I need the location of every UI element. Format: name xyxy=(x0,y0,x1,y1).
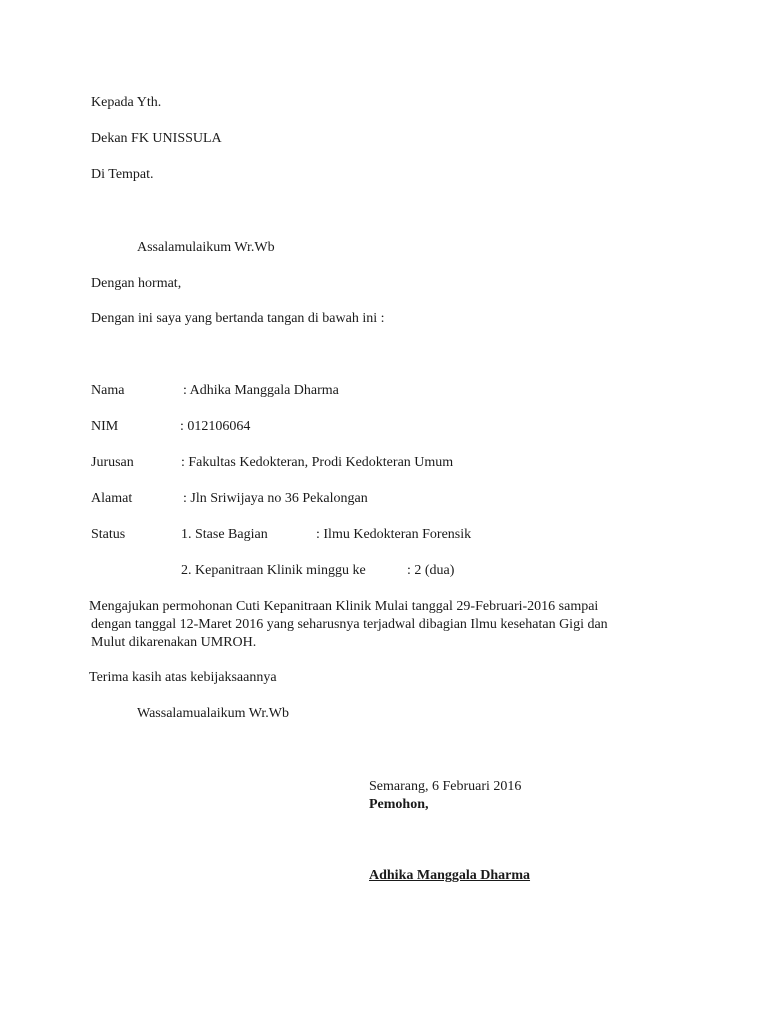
jurusan-value: : Fakultas Kedokteran, Prodi Kedokteran Umum xyxy=(181,455,454,470)
closing-greeting: Wassalamualaikum Wr.Wb xyxy=(137,706,290,721)
signature-place-date: Semarang, 6 Februari 2016 xyxy=(369,779,522,794)
nim-label: NIM xyxy=(91,419,119,434)
nim-value: : 012106064 xyxy=(180,419,251,434)
signature-name: Adhika Manggala Dharma xyxy=(369,868,531,883)
opening: Dengan hormat, xyxy=(91,276,182,291)
recipient-addressee: Dekan FK UNISSULA xyxy=(91,131,222,146)
name-label: Nama xyxy=(91,383,125,398)
request-line-2: dengan tanggal 12-Maret 2016 yang seharusnya terjadwal dibagian Ilmu kesehatan Gigi dan xyxy=(91,617,608,632)
recipient-salutation: Kepada Yth. xyxy=(91,95,162,110)
thanks-sentence: Terima kasih atas kebijaksaannya xyxy=(89,670,277,685)
request-line-3: Mulut dikarenakan UMROH. xyxy=(91,635,257,650)
intro-sentence: Dengan ini saya yang bertanda tangan di bawah ini : xyxy=(91,311,385,326)
jurusan-label: Jurusan xyxy=(91,455,134,470)
status-label: Status xyxy=(91,527,126,542)
status-item1-value: : Ilmu Kedokteran Forensik xyxy=(316,527,472,542)
greeting: Assalamulaikum Wr.Wb xyxy=(137,240,275,255)
alamat-value: : Jln Sriwijaya no 36 Pekalongan xyxy=(183,491,368,506)
recipient-place: Di Tempat. xyxy=(91,167,154,182)
status-item1-label: 1. Stase Bagian xyxy=(181,527,268,542)
request-line-1: Mengajukan permohonan Cuti Kepanitraan Klinik Mulai tanggal 29-Februari-2016 sampai xyxy=(89,599,599,614)
name-value: : Adhika Manggala Dharma xyxy=(183,383,339,398)
signature-role: Pemohon, xyxy=(369,797,429,812)
alamat-label: Alamat xyxy=(91,491,133,506)
status-item2-value: : 2 (dua) xyxy=(407,563,455,578)
status-item2-label: 2. Kepanitraan Klinik minggu ke xyxy=(181,563,366,578)
